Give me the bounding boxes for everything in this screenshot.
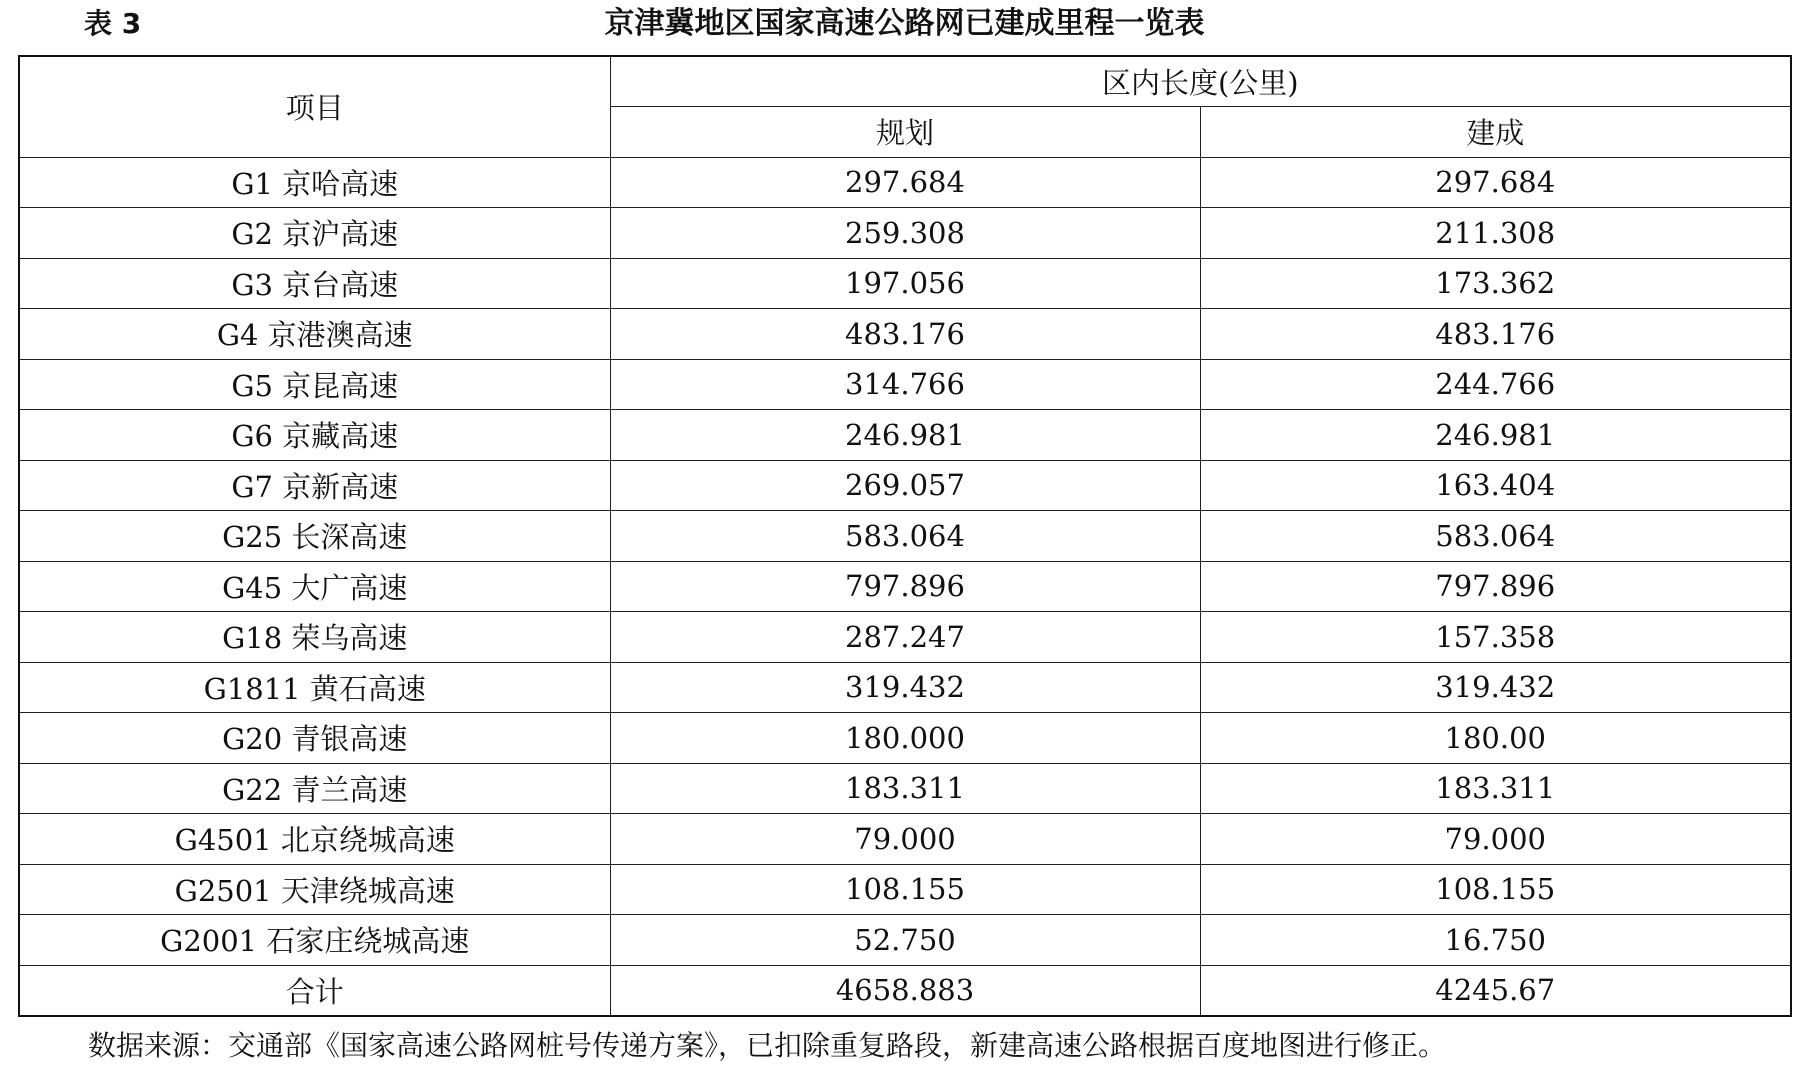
- row-built: 244.766: [1200, 359, 1791, 410]
- row-built: 173.362: [1200, 258, 1791, 309]
- row-built: 319.432: [1200, 662, 1791, 713]
- table-row: [19, 612, 1791, 663]
- table-row: [19, 258, 1791, 309]
- row-name: G1 京哈高速: [19, 157, 610, 208]
- row-name: G7 京新高速: [19, 460, 610, 511]
- header-length-group: 区内长度(公里): [610, 56, 1791, 107]
- row-name: G4501 北京绕城高速: [19, 814, 610, 865]
- row-planned: 183.311: [610, 763, 1200, 814]
- table-row: [19, 309, 1791, 360]
- table-row: [19, 511, 1791, 562]
- row-planned: 319.432: [610, 662, 1200, 713]
- row-name: G45 大广高速: [19, 561, 610, 612]
- header-planned: 规划: [610, 107, 1200, 158]
- row-planned: 483.176: [610, 309, 1200, 360]
- row-built: 157.358: [1200, 612, 1791, 663]
- row-planned: 246.981: [610, 410, 1200, 461]
- row-built: 246.981: [1200, 410, 1791, 461]
- row-built: 79.000: [1200, 814, 1791, 865]
- table-body: [19, 157, 1791, 1016]
- header-built: 建成: [1200, 107, 1791, 158]
- row-built: 583.064: [1200, 511, 1791, 562]
- table-header: [19, 56, 1791, 157]
- row-built: 108.155: [1200, 864, 1791, 915]
- total-label: 合计: [19, 965, 610, 1016]
- row-built: 211.308: [1200, 208, 1791, 259]
- mileage-table-container: [18, 55, 1790, 1017]
- row-planned: 259.308: [610, 208, 1200, 259]
- header-item: 项目: [19, 56, 610, 157]
- row-name: G18 荣乌高速: [19, 612, 610, 663]
- row-built: 297.684: [1200, 157, 1791, 208]
- row-name: G5 京昆高速: [19, 359, 610, 410]
- row-built: 483.176: [1200, 309, 1791, 360]
- total-row: [19, 965, 1791, 1016]
- row-name: G6 京藏高速: [19, 410, 610, 461]
- row-planned: 108.155: [610, 864, 1200, 915]
- row-built: 163.404: [1200, 460, 1791, 511]
- row-built: 183.311: [1200, 763, 1791, 814]
- table-row: [19, 662, 1791, 713]
- row-planned: 297.684: [610, 157, 1200, 208]
- row-name: G2501 天津绕城高速: [19, 864, 610, 915]
- row-name: G25 长深高速: [19, 511, 610, 562]
- row-built: 16.750: [1200, 915, 1791, 966]
- row-built: 797.896: [1200, 561, 1791, 612]
- table-row: [19, 157, 1791, 208]
- table-row: [19, 763, 1791, 814]
- total-planned: 4658.883: [610, 965, 1200, 1016]
- table-row: [19, 410, 1791, 461]
- row-planned: 180.000: [610, 713, 1200, 764]
- row-built: 180.00: [1200, 713, 1791, 764]
- table-row: [19, 814, 1791, 865]
- row-name: G2 京沪高速: [19, 208, 610, 259]
- row-name: G1811 黄石高速: [19, 662, 610, 713]
- table-row: [19, 359, 1791, 410]
- row-planned: 287.247: [610, 612, 1200, 663]
- table-number: 表 3: [84, 7, 142, 40]
- table-row: [19, 460, 1791, 511]
- table-row: [19, 915, 1791, 966]
- row-planned: 197.056: [610, 258, 1200, 309]
- row-planned: 314.766: [610, 359, 1200, 410]
- row-planned: 797.896: [610, 561, 1200, 612]
- table-row: [19, 713, 1791, 764]
- table-row: [19, 208, 1791, 259]
- row-planned: 583.064: [610, 511, 1200, 562]
- row-planned: 269.057: [610, 460, 1200, 511]
- table-caption: [0, 0, 1809, 52]
- row-planned: 52.750: [610, 915, 1200, 966]
- row-name: G2001 石家庄绕城高速: [19, 915, 610, 966]
- table-title: 京津冀地区国家高速公路网已建成里程一览表: [604, 6, 1205, 41]
- table-row: [19, 561, 1791, 612]
- source-note: 数据来源：交通部《国家高速公路网桩号传递方案》，已扣除重复路段，新建高速公路根据百度地图进行修正。: [88, 1029, 1447, 1062]
- row-name: G4 京港澳高速: [19, 309, 610, 360]
- total-built: 4245.67: [1200, 965, 1791, 1016]
- row-name: G20 青银高速: [19, 713, 610, 764]
- row-name: G22 青兰高速: [19, 763, 610, 814]
- row-name: G3 京台高速: [19, 258, 610, 309]
- row-planned: 79.000: [610, 814, 1200, 865]
- header-row-top: [19, 56, 1791, 107]
- table-row: [19, 864, 1791, 915]
- mileage-table: [18, 55, 1792, 1017]
